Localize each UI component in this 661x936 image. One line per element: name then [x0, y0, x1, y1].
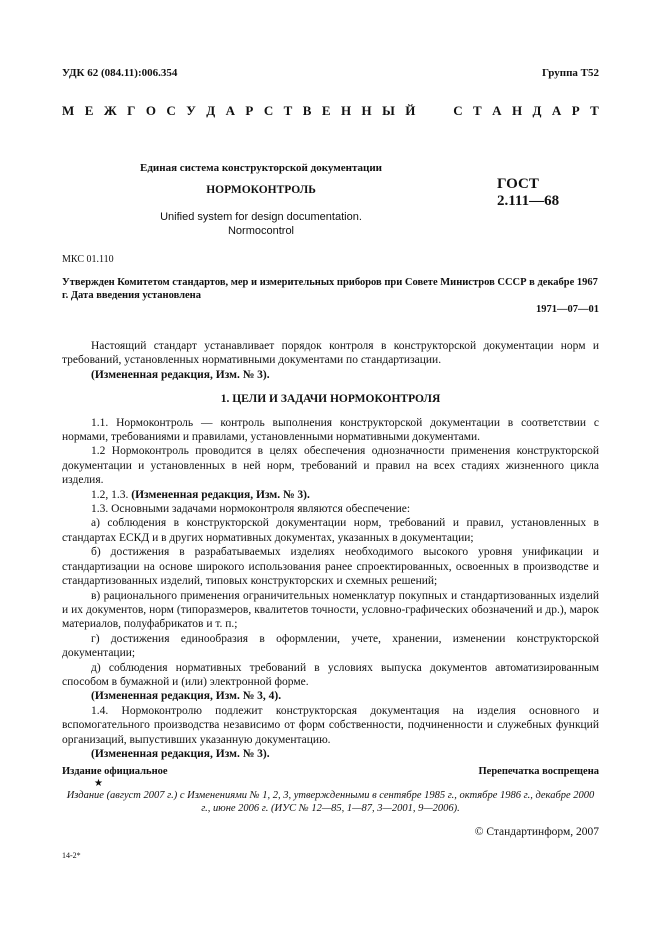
- paragraph-1-4: 1.4. Нормоконтролю подлежит конструкторская документация на изделия основного и вспомогательного производства независимо от форм собственности, подчиненности и служебных функций организаций, выпустивших указанную документацию.: [62, 704, 599, 746]
- paragraph-ref: 1.2, 1.3.: [91, 488, 132, 501]
- item-a: а) соблюдения в конструкторской документации норм, требований и правил, установленных в стандартах ЕСКД и в других нормативных документах, указанных в документации;: [62, 517, 599, 544]
- change-note: (Измененная редакция, Изм. № 3).: [91, 747, 270, 760]
- heading-letter: А: [492, 103, 502, 118]
- gost-designation: [497, 176, 597, 210]
- heading-letter: А: [225, 103, 236, 118]
- heading-letter: С: [453, 103, 463, 118]
- change-note: (Измененная редакция, Изм. № 3, 4).: [91, 690, 282, 703]
- heading-letter: Т: [283, 103, 293, 118]
- section-heading: 1. ЦЕЛИ И ЗАДАЧИ НОРМОКОНТРОЛЯ: [220, 393, 441, 406]
- heading-letter: Д: [532, 103, 542, 118]
- item-d: д) соблюдения нормативных требований в условиях выпуска документов автоматизированным способом в бумажной и (или) электронной форме.: [62, 661, 599, 688]
- heading-letter: С: [263, 103, 274, 118]
- edition-note: Издание (август 2007 г.) с Изменениями № 1, 2, 3, утвержденными в сентябре 1985 г., октябре 1986 г., декабре 2000 г., июне 2006 г. (ИУС № 12—85, 1—87, 3—2001, 9—2006).: [66, 790, 595, 814]
- change-note: (Измененная редакция, Изм. № 3).: [131, 488, 310, 501]
- heading-letter: Ж: [103, 103, 117, 118]
- official-edition-label: Издание официальное: [62, 766, 168, 777]
- heading-letter: У: [186, 103, 196, 118]
- heading-letter: Е: [84, 103, 94, 118]
- heading-letter: В: [302, 103, 312, 118]
- heading-letter: А: [551, 103, 562, 118]
- document-body: [62, 339, 599, 761]
- paragraph-1-2: 1.2 Нормоконтроль проводится в целях обеспечения однозначности применения конструкторской документации и установленных в ней норм, требований и правил на всех стадиях жизненного цикла изделия.: [62, 445, 599, 487]
- heading-letter: Н: [340, 103, 352, 118]
- heading-letter: Р: [571, 103, 580, 118]
- group-code: Группа Т52: [541, 67, 599, 79]
- heading-letter: Р: [245, 103, 254, 118]
- heading-letter: Ы: [382, 103, 396, 118]
- interstate-standard-heading: [62, 103, 599, 119]
- english-title-line1: Unified system for design documentation.: [160, 211, 362, 223]
- heading-letter: Т: [473, 103, 482, 118]
- heading-letter: М: [62, 103, 75, 118]
- heading-letter: О: [145, 103, 157, 118]
- intro-paragraph: Настоящий стандарт устанавливает порядок контроля в конструкторской документации норм и требований, установленных нормативными документами по стандартизации.: [62, 340, 599, 367]
- paragraph-1-3: 1.3. Основными задачами нормоконтроля являются обеспечение:: [91, 503, 411, 516]
- heading-letter: Н: [511, 103, 523, 118]
- mks-code: МКС 01.110: [62, 254, 114, 265]
- udk-code: УДК 62 (084.11):006.354: [62, 67, 178, 79]
- heading-letter: Д: [206, 103, 216, 118]
- star-mark: ★: [94, 778, 103, 789]
- approval-statement: Утвержден Комитетом стандартов, мер и измерительных приборов при Совете Министров СССР в декабре 1967 г. Дата введения установлена: [62, 277, 598, 301]
- document-title: НОРМОКОНТРОЛЬ: [206, 184, 316, 196]
- introduction-date: 1971—07—01: [536, 304, 599, 315]
- heading-letter: [440, 103, 443, 119]
- item-b: б) достижения в разрабатываемых изделиях необходимого высокого уровня унификации и стандартизации на основе широкого использования ранее спроектированных, освоенных в производстве и стандартизованных изделий, типовых конструкторских и схемных решений;: [62, 546, 599, 588]
- english-title: [136, 210, 386, 238]
- heading-letter: С: [166, 103, 176, 118]
- gost-label: ГОСТ: [497, 176, 539, 192]
- paragraph-1-1: 1.1. Нормоконтроль — контроль выполнения конструкторской документации в соответствии с нормами, требованиями и правилами, установленными нормативными документами.: [62, 416, 599, 444]
- change-note: (Измененная редакция, Изм. № 3).: [91, 368, 270, 381]
- page-mark: 14-2*: [62, 851, 81, 860]
- heading-letter: Т: [590, 103, 599, 118]
- heading-letter: Е: [321, 103, 331, 118]
- paragraph-1-2-3-change: [62, 488, 599, 502]
- english-title-line2: Normocontrol: [227, 225, 295, 237]
- item-g: г) достижения единообразия в оформлении, учете, хранении, изменении конструкторской документации;: [62, 632, 599, 660]
- heading-letter: [426, 103, 429, 119]
- heading-letter: Й: [405, 103, 416, 118]
- item-v: в) рационального применения ограничительных номенклатур покупных и стандартизованных изделий и их документов, норм (типоразмеров, квалитетов точности, условно-графических обозначений и др.), марок материалов, полуфабрикатов и т. п.;: [62, 589, 599, 631]
- reprint-prohibited-label: Перепечатка воспрещена: [478, 766, 599, 777]
- heading-letter: Н: [361, 103, 372, 118]
- system-name: Единая система конструкторской документации: [140, 162, 382, 174]
- gost-number: 2.111—68: [497, 193, 560, 209]
- heading-letter: Г: [127, 103, 136, 118]
- copyright: © Стандартинформ, 2007: [474, 826, 599, 838]
